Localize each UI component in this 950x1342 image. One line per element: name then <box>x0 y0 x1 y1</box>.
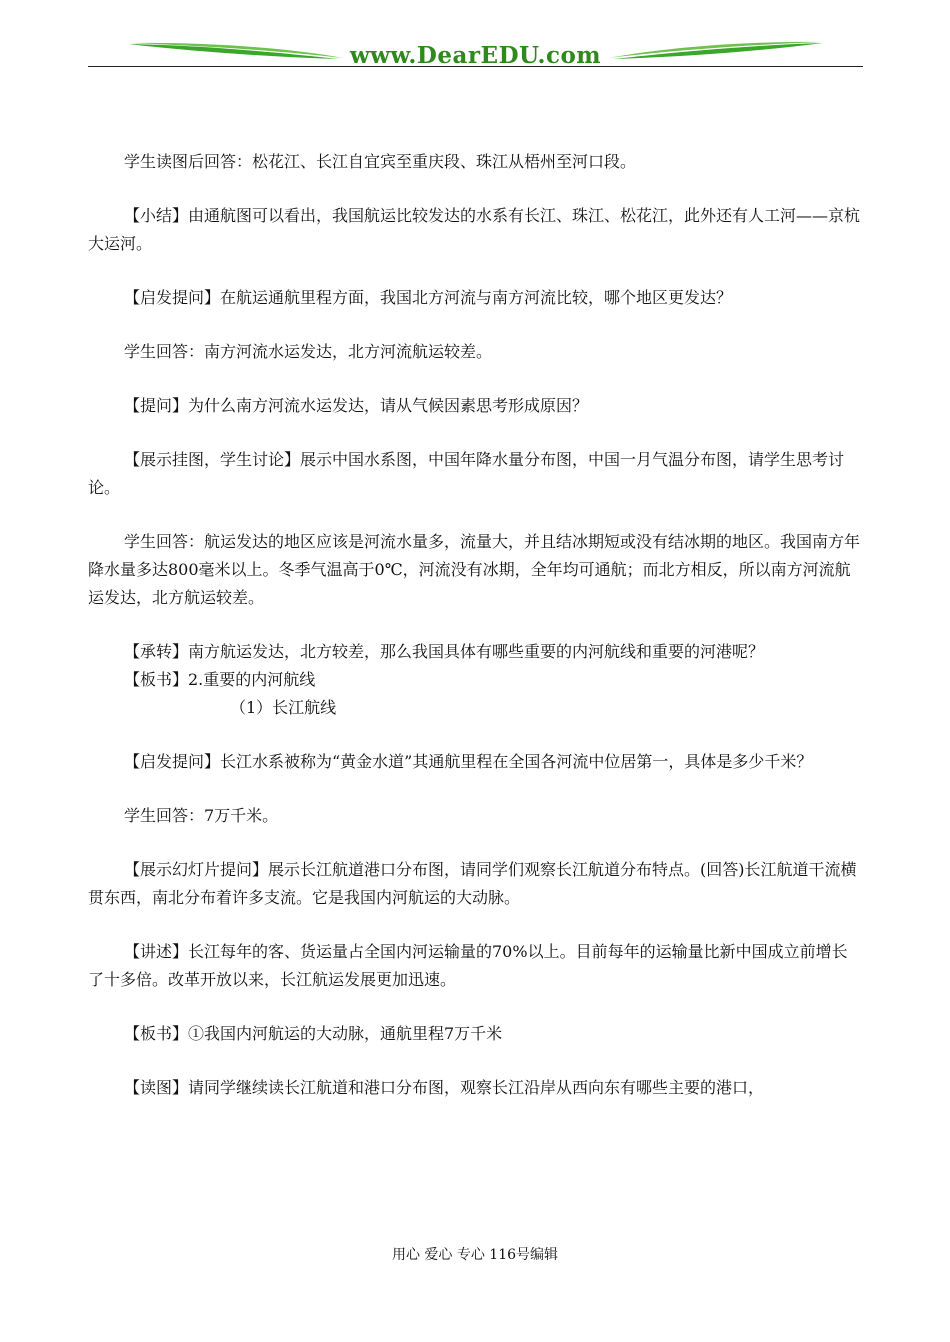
paragraph: 【展示挂图，学生讨论】展示中国水系图，中国年降水量分布图，中国一月气温分布图，请学生思考讨论。 <box>88 450 845 497</box>
paragraph: 【小结】由通航图可以看出，我国航运比较发达的水系有长江、珠江、松花江，此外还有人工河——京杭大运河。 <box>88 206 861 253</box>
paragraph: 【讲述】长江每年的客、货运量占全国内河运输量的70%以上。目前每年的运输量比新中国成立前增长了十多倍。改革开放以来，长江航运发展更加迅速。 <box>88 942 848 989</box>
header-divider <box>88 66 863 67</box>
paragraph: 【读图】请同学继续读长江航道和港口分布图，观察长江沿岸从西向东有哪些主要的港口， <box>124 1078 765 1097</box>
board-subheading: （1）长江航线 <box>230 698 337 717</box>
paragraph: 【板书】①我国内河航运的大动脉，通航里程7万千米 <box>124 1024 503 1043</box>
paragraph: 学生读图后回答：松花江、长江自宜宾至重庆段、珠江从梧州至河口段。 <box>124 152 637 171</box>
site-url: www.DearEDU.com <box>349 42 602 69</box>
paragraph: 【提问】为什么南方河流水运发达，请从气候因素思考形成原因？ <box>124 396 589 415</box>
paragraph: 【展示幻灯片提问】展示长江航道港口分布图，请同学们观察长江航道分布特点。(回答)长江航道干流横贯东西，南北分布着许多支流。它是我国内河航运的大动脉。 <box>88 860 857 907</box>
paragraph: 【承转】南方航运发达，北方较差，那么我国具体有哪些重要的内河航线和重要的河港呢？ <box>124 642 765 661</box>
paragraph: 学生回答：航运发达的地区应该是河流水量多，流量大，并且结冰期短或没有结冰期的地区。我国南方年降水量多达800毫米以上。冬季气温高于0℃，河流没有冰期，全年均可通航；而北方相反，所以南方河流航运发达，北方航运较差。 <box>88 532 861 607</box>
paragraph: 【启发提问】长江水系被称为“黄金水道”其通航里程在全国各河流中位居第一，具体是多少千米？ <box>124 752 813 771</box>
site-header <box>88 28 863 70</box>
document-body <box>88 148 863 1102</box>
board-heading: 【板书】2.重要的内河航线 <box>124 670 316 689</box>
page-footer: 用心 爱心 专心 116号编辑 <box>391 1247 559 1263</box>
paragraph: 学生回答：南方河流水运发达，北方河流航运较差。 <box>124 342 493 361</box>
paragraph: 【启发提问】在航运通航里程方面，我国北方河流与南方河流比较，哪个地区更发达？ <box>124 288 733 307</box>
paragraph: 学生回答：7万千米。 <box>124 806 279 825</box>
